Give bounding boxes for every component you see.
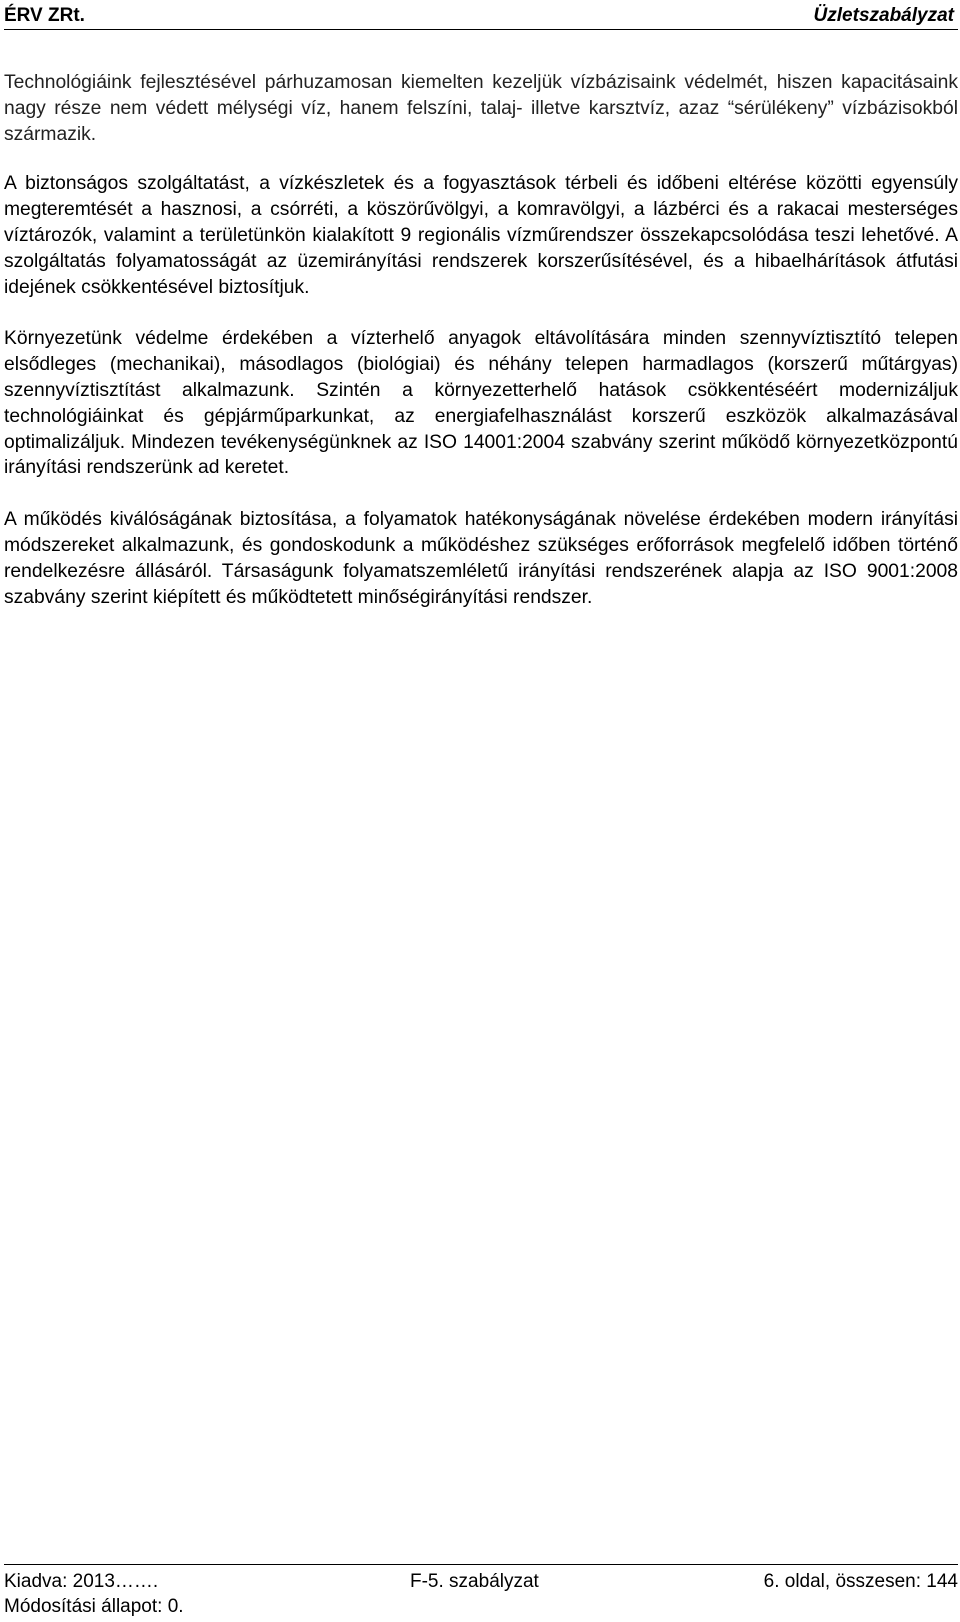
- document-body: [4, 70, 958, 636]
- page-number: 6. oldal, összesen: 144: [763, 1571, 958, 1592]
- document-title: Üzletszabályzat: [813, 5, 954, 26]
- page-header: [4, 4, 954, 28]
- issued-date: Kiadva: 2013…….: [4, 1571, 159, 1592]
- paragraph-quality: A működés kiválóságának biztosítása, a folyamatok hatékonyságának növelése érdekében modern irányítási módszereket alkalmazunk, és gondoskodunk a működéshez szükséges erőforrások megfelelő időben történő rendelkezésre állásáról. Társaságunk folyamatszemléletű irányítási rendszerének alapja az ISO 9001:2008 szabvány szerint kiépített és működtetett minőségirányítási rendszer.: [4, 509, 958, 608]
- paragraph-service-security: A biztonságos szolgáltatást, a vízkészletek és a fogyasztások térbeli és időbeni eltérése közötti egyensúly megteremtését a hasznosi, a csórréti, a köszörűvölgyi, a komravölgyi, a lázbérci és a rakacai mesterséges víztározók, valamint a területünkön kialakított 9 regionális vízműrendszer összekapcsolódása teszi lehetővé. A szolgáltatás folyamatosságát az üzemirányítási rendszerek korszerűsítésével, és a hibaelhárítások átfutási idejének csökkentésével biztosítjuk.: [4, 173, 958, 298]
- paragraph-water-protection: Technológiáink fejlesztésével párhuzamosan kiemelten kezeljük vízbázisaink védelmét, hiszen kapacitásaink nagy része nem védett mélységi víz, hanem felszíni, talaj- illetve karsztvíz, azaz “sérülékeny” vízbázisokból származik.: [4, 72, 958, 145]
- revision-status: Módosítási állapot: 0.: [4, 1596, 184, 1617]
- footer-divider: [4, 1564, 958, 1565]
- company-name: ÉRV ZRt.: [4, 5, 85, 26]
- regulation-code: F-5. szabályzat: [410, 1571, 539, 1592]
- header-divider: [4, 29, 958, 30]
- page-footer: [4, 1569, 958, 1619]
- paragraph-environment: Környezetünk védelme érdekében a vízterhelő anyagok eltávolítására minden szennyvíztisztító telepen elsődleges (mechanikai), másodlagos (biológiai) és néhány telepen harmadlagos (korszerű műtárgyas) szennyvíztisztítást alkalmazunk. Szintén a környezetterhelő hatások csökkentéséért modernizáljuk technológiáinkat és gépjárműparkunkat, az energiafelhasználást korszerű eszközök alkalmazásával optimalizáljuk. Mindezen tevékenységünknek az ISO 14001:2004 szabvány szerint működő környezetközpontú irányítási rendszerünk ad keretet.: [4, 328, 958, 479]
